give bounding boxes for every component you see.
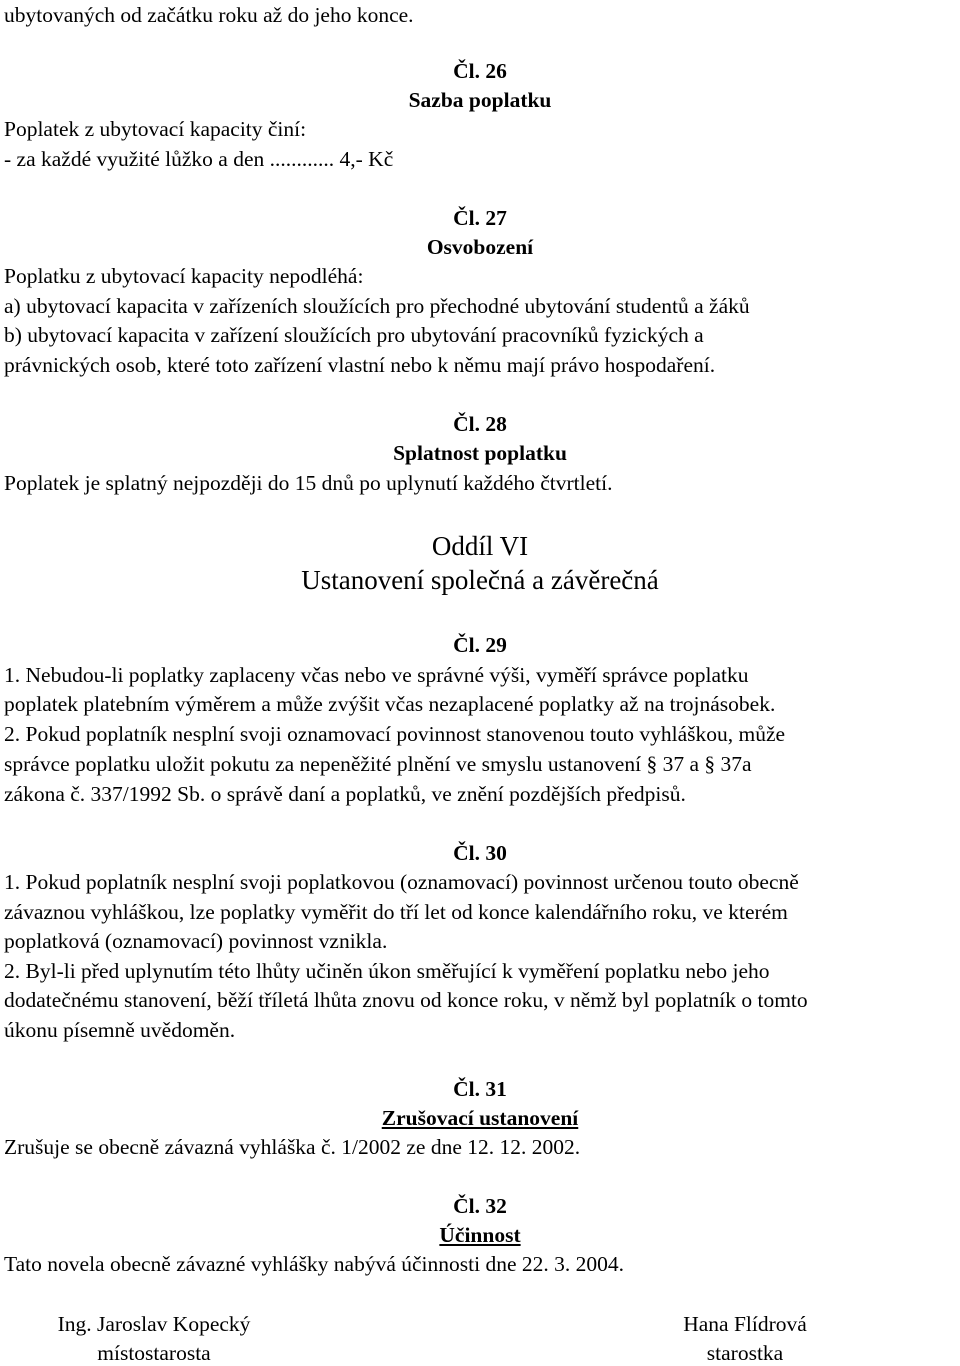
article-30-para2-cont: dodatečnému stanovení, běží tříletá lhůta znovu od konce roku, v němž byl poplatník o tomto	[4, 988, 808, 1012]
article-29-para2: 2. Pokud poplatník nesplní svoji oznamovací povinnost stanovenou touto vyhláškou, může	[4, 722, 786, 746]
article-27-item-b-cont: právnických osob, které toto zařízení vlastní nebo k němu mají právo hospodaření.	[4, 353, 716, 377]
signature-left-role: místostarosta	[97, 1341, 211, 1365]
article-28-text: Poplatek je splatný nejpozději do 15 dnů po uplynutí každého čtvrtletí.	[4, 471, 613, 495]
article-29-number: Čl. 29	[453, 633, 507, 657]
section-6-number: Oddíl VI	[431, 531, 529, 561]
article-30-para2: 2. Byl-li před uplynutím této lhůty učiněn úkon směřující k vyměření poplatku nebo jeho	[4, 959, 770, 983]
paragraph-continuation: ubytovaných od začátku roku až do jeho konce.	[4, 3, 414, 27]
article-29-para1-cont: poplatek platebním výměrem a může zvýšit včas nezaplacené poplatky až na trojnásobek.	[4, 692, 776, 716]
article-26-title: Sazba poplatku	[408, 88, 552, 112]
article-26-number: Čl. 26	[453, 59, 507, 83]
article-27-text: Poplatku z ubytovací kapacity nepodléhá:	[4, 264, 364, 288]
article-29-para2-cont: správce poplatku uložit pokutu za nepeněžité plnění ve smyslu ustanovení § 37 a § 37a	[4, 752, 752, 776]
article-32-text: Tato novela obecně závazné vyhlášky nabývá účinnosti dne 22. 3. 2004.	[4, 1252, 625, 1276]
article-30-para1: 1. Pokud poplatník nesplní svoji poplatkovou (oznamovací) povinnost určenou touto obecně	[4, 870, 799, 894]
article-27-title: Osvobození	[426, 235, 534, 259]
article-31-text: Zrušuje se obecně závazná vyhláška č. 1/2002 ze dne 12. 12. 2002.	[4, 1135, 581, 1159]
article-27-item-a: a) ubytovací kapacita v zařízeních sloužících pro přechodné ubytování studentů a žáků	[4, 294, 750, 318]
article-27-item-b: b) ubytovací kapacita v zařízení sloužících pro ubytování pracovníků fyzických a	[4, 323, 704, 347]
section-6-title: Ustanovení společná a závěrečná	[301, 565, 659, 595]
article-32-title: Účinnost	[439, 1223, 521, 1247]
article-26-text: Poplatek z ubytovací kapacity činí:	[4, 117, 307, 141]
article-30-para2-end: úkonu písemně uvědoměn.	[4, 1018, 236, 1042]
article-30-para1-end: poplatková (oznamovací) povinnost vznikla.	[4, 929, 388, 953]
signature-right-name: Hana Flídrová	[683, 1312, 807, 1336]
article-32-number: Čl. 32	[453, 1194, 507, 1218]
signature-left-name: Ing. Jaroslav Kopecký	[57, 1312, 251, 1336]
article-30-para1-cont: závaznou vyhláškou, lze poplatky vyměřit do tří let od konce kalendářního roku, ve kterém	[4, 900, 788, 924]
article-28-number: Čl. 28	[453, 412, 507, 436]
article-26-rate: - za každé využité lůžko a den ............ 4,- Kč	[4, 147, 394, 171]
article-29-para1: 1. Nebudou-li poplatky zaplaceny včas nebo ve správné výši, vyměří správce poplatku	[4, 663, 749, 687]
article-27-number: Čl. 27	[453, 206, 507, 230]
article-30-number: Čl. 30	[453, 841, 507, 865]
article-31-number: Čl. 31	[453, 1077, 507, 1101]
article-28-title: Splatnost poplatku	[393, 441, 567, 465]
signature-right-role: starostka	[706, 1341, 784, 1365]
article-31-title: Zrušovací ustanovení	[381, 1106, 579, 1130]
article-29-para2-end: zákona č. 337/1992 Sb. o správě daní a poplatků, ve znění pozdějších předpisů.	[4, 782, 686, 806]
